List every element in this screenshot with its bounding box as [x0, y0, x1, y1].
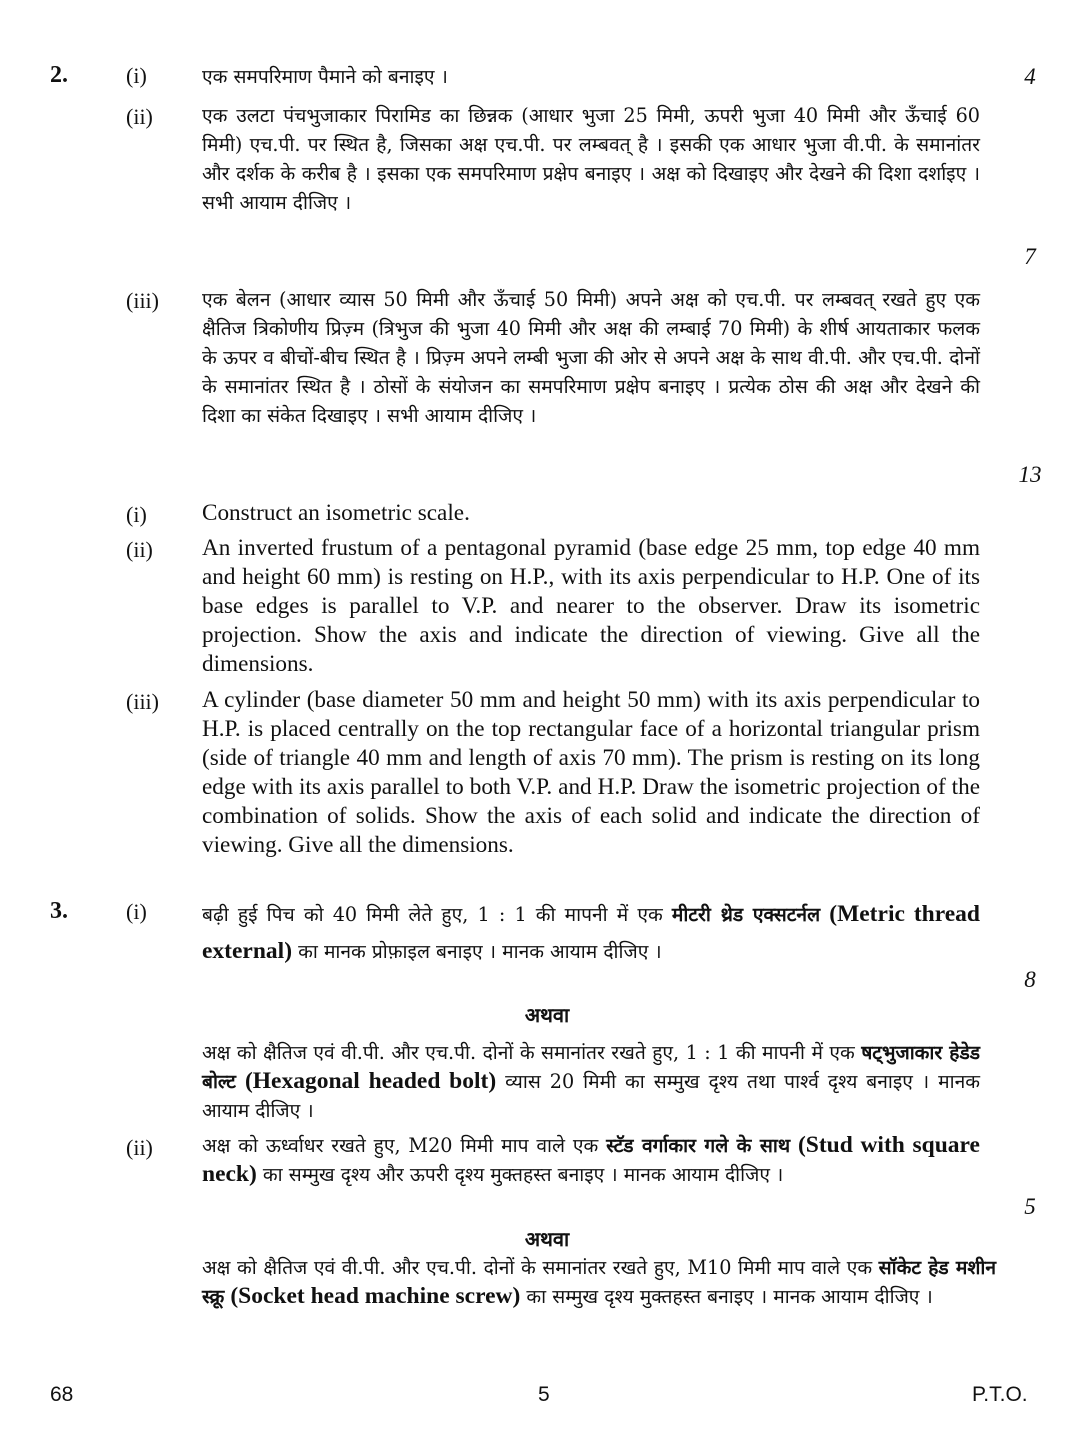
- q2-hi-iii-marks: 13: [1018, 462, 1042, 487]
- or-heading-1: अथवा: [524, 1003, 570, 1027]
- q2-hi-ii-label: (ii): [126, 104, 153, 129]
- q3-i-label: (i): [126, 899, 147, 924]
- footer-pto: P.T.O.: [972, 1383, 1028, 1406]
- footer-page-number: 5: [538, 1383, 550, 1406]
- q2-hi-ii-marks: 7: [1024, 244, 1036, 269]
- q2-hi-i-text: एक समपरिमाण पैमाने को बनाइए ।: [202, 65, 448, 88]
- footer-paper-code: 68: [50, 1383, 74, 1406]
- q2-hi-i-label: (i): [126, 63, 147, 88]
- q3-ii-marks: 5: [1024, 1194, 1036, 1219]
- or-heading-2: अथवा: [524, 1227, 570, 1251]
- q2-en-i-text: Construct an isometric scale.: [202, 500, 470, 526]
- q2-en-iii-label: (iii): [126, 689, 159, 714]
- q2-hi-iii-text: एक बेलन (आधार व्यास 50 मिमी और ऊँचाई 50 मिमी) अपने अक्ष को एच.पी. पर लम्बवत् रखते हुए एक क्षैतिज त्रिकोणीय प्रिज़्म (त्रिभुज की भुजा 40 मिमी और अक्ष की लम्बाई 70 मिमी) के शीर्ष आयताकार फलक के ऊपर व बीचों-बीच स्थित है । प्रिज़्म अपने लम्बी भुजा की ओर से अपने अक्ष के साथ वी.पी. और एच.पी. दोनों के समानांतर स्थित है । ठोसों के संयोजन का समपरिमाण प्रक्षेप बनाइए । प्रत्येक ठोस की अक्ष और देखने की दिशा का संकेत दिखाइए । सभी आयाम दीजिए ।: [202, 288, 980, 427]
- q2-en-ii-label: (ii): [126, 537, 153, 562]
- q2-hi-iii-label: (iii): [126, 288, 159, 313]
- q3-i-alternative-text: अक्ष को क्षैतिज एवं वी.पी. और एच.पी. दोनों के समानांतर रखते हुए, 1 : 1 की मापनी में एक षट्भुजाकार हेडेड बोल्ट (Hexagonal headed bolt) व्यास 20 मिमी का सम्मुख दृश्य तथा पार्श्व दृश्य बनाइए । मानक आयाम दीजिए ।: [202, 1041, 980, 1122]
- q3-ii-text: अक्ष को ऊर्ध्वाधर रखते हुए, M20 मिमी माप वाले एक स्टॅड वर्गाकार गले के साथ (Stud with square neck) का सम्मुख दृश्य और ऊपरी दृश्य मुक्तहस्त बनाइए । मानक आयाम दीजिए ।: [202, 1132, 980, 1187]
- question-number-3: 3.: [50, 898, 68, 924]
- q2-en-iii-text: A cylinder (base diameter 50 mm and height 50 mm) with its axis perpendicular to H.P. is placed centrally on the top rectangular face of a horizontal triangular prism (side of triangle 40 mm and length of axis 70 mm). The prism is resting on its long edge with its axis parallel to both V.P. and H.P. Draw the isometric projection of the combination of solids. Show the axis of each solid and indicate the direction of viewing. Give all the dimensions.: [202, 687, 980, 858]
- q2-hi-i-marks: 4: [1024, 64, 1036, 89]
- q3-ii-label: (ii): [126, 1135, 153, 1160]
- q3-i-marks: 8: [1024, 967, 1036, 992]
- q2-hi-ii-text: एक उलटा पंचभुजाकार पिरामिड का छिन्नक (आधार भुजा 25 मिमी, ऊपरी भुजा 40 मिमी और ऊँचाई 60 मिमी) एच.पी. पर स्थित है, जिसका अक्ष एच.पी. पर लम्बवत् है । इसकी एक आधार भुजा वी.पी. के समानांतर और दर्शक के करीब है । इसका एक समपरिमाण प्रक्षेप बनाइए । अक्ष को दिखाइए और देखने की दिशा दर्शाइए । सभी आयाम दीजिए ।: [202, 104, 980, 214]
- q3-i-text: बढ़ी हुई पिच को 40 मिमी लेते हुए, 1 : 1 की मापनी में एक मीटरी थ्रेड एक्सटर्नल (Metric thread external) का मानक प्रोफ़ाइल बनाइए । मानक आयाम दीजिए ।: [202, 901, 980, 964]
- question-number-2: 2.: [50, 62, 68, 88]
- q2-en-i-label: (i): [126, 502, 147, 527]
- q3-ii-alternative-text: अक्ष को क्षैतिज एवं वी.पी. और एच.पी. दोनों के समानांतर रखते हुए, M10 मिमी माप वाले एक सॉकेट हेड मशीन स्क्रू (Socket head machine screw) का सम्मुख दृश्य मुक्तहस्त बनाइए । मानक आयाम दीजिए ।: [202, 1256, 996, 1309]
- q2-en-ii-text: An inverted frustum of a pentagonal pyramid (base edge 25 mm, top edge 40 mm and height 60 mm) is resting on H.P., with its axis perpendicular to H.P. One of its base edges is parallel to V.P. and nearer to the observer. Draw its isometric projection. Show the axis and indicate the direction of viewing. Give all the dimensions.: [202, 535, 980, 677]
